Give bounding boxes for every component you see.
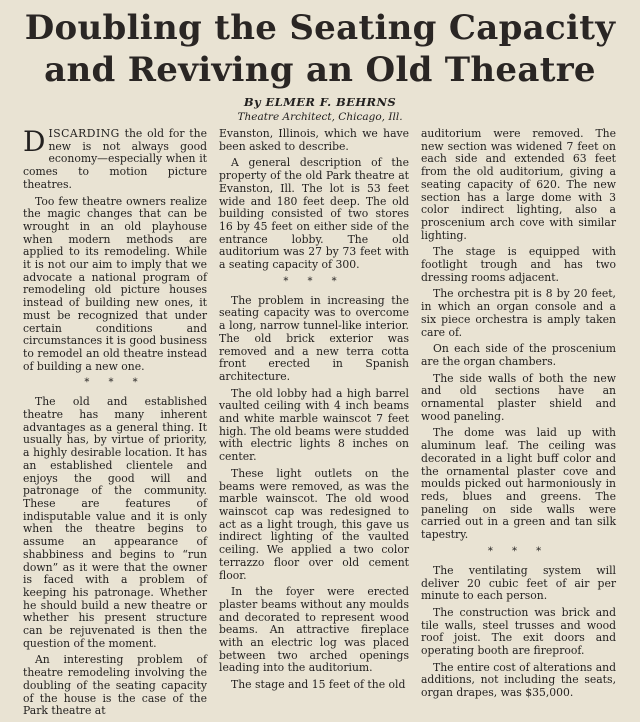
paragraph: In the foyer were erected plaster beams without any moulds and decorated to represent wood beams. An attractive fireplace with an electric log was placed between two arched openings leading into the auditorium. [219, 585, 409, 675]
byline: By ELMER F. BEHRNS [243, 95, 397, 109]
paragraph: On each side of the proscenium are the organ chambers. [421, 342, 616, 368]
paragraph: The problem in increasing the seating capacity was to overcome a long, narrow tunnel-like interior. The old brick exterior was removed and a new terra cotta front erected in Spanish architecture. [219, 293, 409, 383]
paragraph-text: the old for the new is not always good economy—especially when it comes to motion picture theatres. [23, 127, 207, 191]
paragraph: The construction was brick and tile walls, steel trusses and wood roof joist. The exit doors and operating booth are fireproof. [421, 605, 616, 658]
lead-word: ISCARDING [48, 127, 120, 140]
paragraph [23, 125, 207, 192]
paragraph: The stage is equipped with footlight trough and has two dressing rooms adjacent. [421, 245, 616, 284]
paragraph: The old lobby had a high barrel vaulted ceiling with 4 inch beams and white marble wainscot 7 feet high. The old beams were studded with electric lights 8 inches on center. [219, 386, 409, 464]
article-title-line-2: and Reviving an Old Theatre [44, 50, 596, 90]
column-2 [219, 128, 409, 696]
author-affiliation: Theatre Architect, Chicago, Ill. [237, 111, 403, 123]
section-separator: * * * [283, 275, 345, 287]
paragraph: Evanston, Illinois, which we have been asked to describe. [219, 127, 409, 153]
paragraph: A general description of the property of the old Park theatre at Evanston, Ill. The lot is 53 feet wide and 180 feet deep. The old building consisted of two stores 16 by 45 feet on either side of the entrance lobby. The old auditorium was 27 by 73 feet with a seating capacity of 300. [219, 156, 409, 272]
column-3 [421, 128, 616, 704]
paragraph: The entire cost of alterations and additions, not including the seats, organ drapes, was $35,000. [421, 660, 616, 700]
section-separator: * * * [84, 377, 146, 389]
section-separator: * * * [487, 545, 550, 557]
paragraph: The dome was laid up with aluminum leaf. The ceiling was decorated in a light buff color and the ornamental plaster cove and moulds picked out harmoniously in reds, blues and greens. The paneling on side walls were carried out in a green and tan silk tapestry. [421, 426, 616, 542]
paragraph: An interesting problem of theatre remodeling involving the doubling of the seating capacity of the house is the case of the Park theatre at [23, 653, 207, 718]
article-title-line-1: Doubling the Seating Capacity [24, 8, 616, 48]
paragraph: The ventilating system will deliver 20 cubic feet of air per minute to each person. [421, 563, 616, 603]
paragraph: auditorium were removed. The new section was widened 7 feet on each side and extended 63 feet from the old auditorium, giving a seating capacity of 620. The new section has a large dome with 3 color indirect lighting, also a proscenium arch cove with similar lighting. [421, 127, 616, 242]
drop-cap: D [23, 125, 46, 158]
paragraph: The side walls of both the new and old sections have an ornamental plaster shield and wood paneling. [421, 371, 616, 423]
paragraph: The orchestra pit is 8 by 20 feet, in which an organ console and a six piece orchestra is amply taken care of. [421, 287, 616, 339]
paragraph: These light outlets on the beams were removed, as was the marble wainscot. The old wood wainscot cap was redesigned to act as a light trough, this gave us indirect lighting of the vaulted ceiling. We applied a two color terrazzo floor over old cement floor. [219, 466, 409, 582]
paragraph: Too few theatre owners realize the magic changes that can be wrought in an old playhouse when modern methods are applied to its remodeling. While it is not our aim to imply that we advocate a national program of remodeling old picture houses instead of building new ones, it must be recognized that under certain conditions and circumstances it is good business to remodel an old theatre instead of building a new one. [23, 194, 207, 373]
paragraph: The stage and 15 feet of the old [231, 678, 406, 692]
column-1 [23, 125, 207, 722]
paragraph: The old and established theatre has many inherent advantages as a general thing. It usually has, by virtue of priority, a highly desirable location. It has an established clientele and enjoys the good will and patronage of the community. These are features of indisputable value and it is only when the theatre begins to assume an appearance of shabbiness and begins to “run down” as it were that the owner is faced with a problem of keeping his patronage. Whether he should build a new theatre or whether his present structure can be rejuvenated is then the question of the moment. [23, 395, 207, 650]
